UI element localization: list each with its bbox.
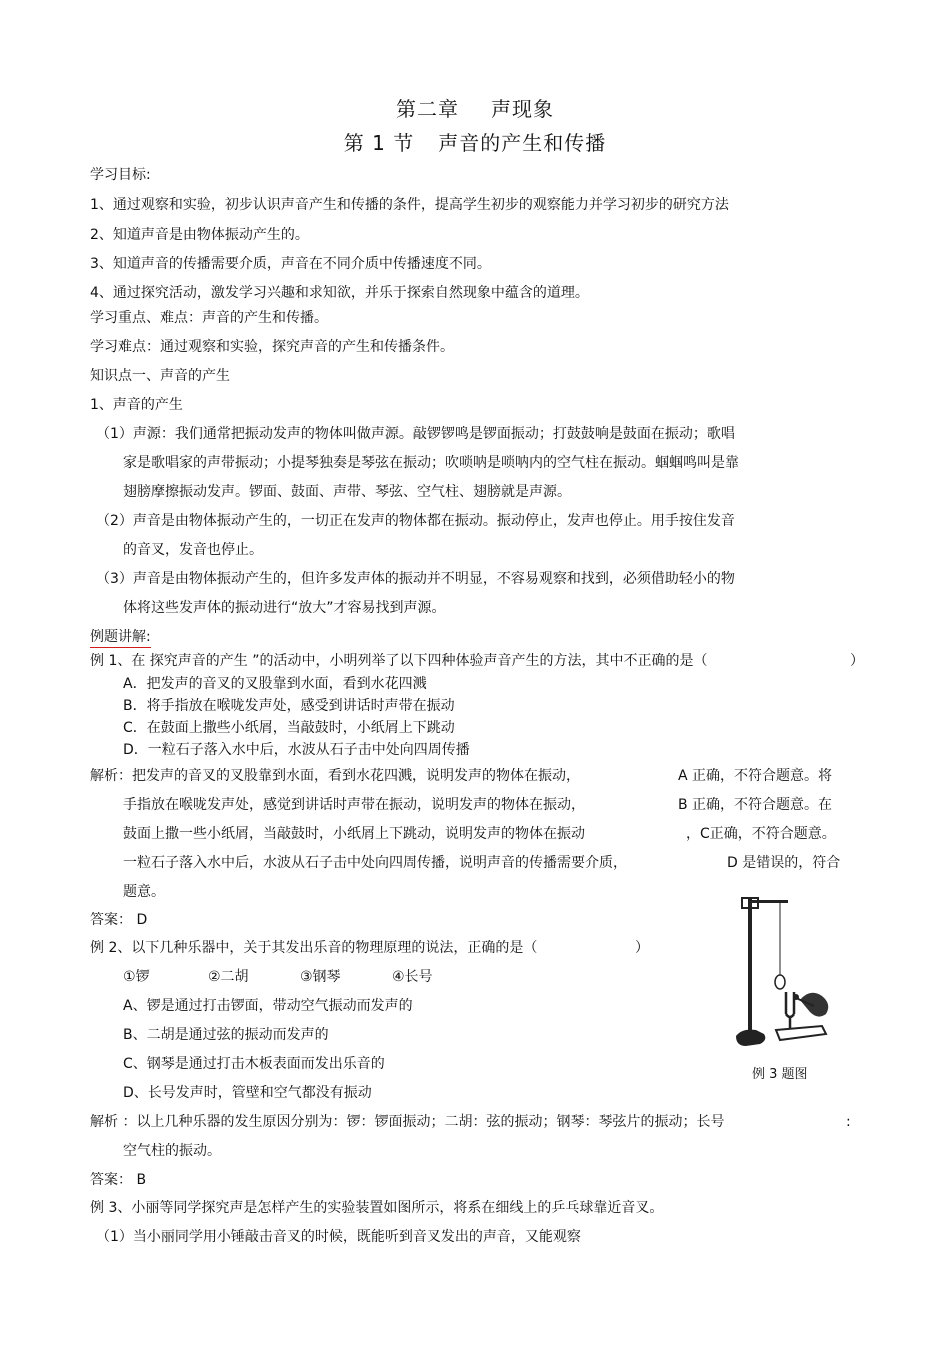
ex1-analysis-4b: D 是错误的，符合	[727, 855, 841, 871]
ex1-analysis-4a: 一粒石子落入水中后，水波从石子击中处向四周传播，说明声音的传播需要介质，	[123, 855, 627, 871]
ex2-stem: 例 2、以下几种乐器中，关于其发出乐音的物理原理的说法，正确的是（	[90, 940, 538, 956]
ex2-option-c: C、钢琴是通过打击木板表面而发出乐音的	[123, 1056, 385, 1072]
ex1-stem-close: ）	[850, 653, 864, 669]
chapter-number: 第二章	[396, 97, 459, 121]
ex1-analysis-3b: ，C正确，不符合题意。	[686, 826, 836, 842]
ex1-analysis-2a: 手指放在喉咙发声处，感觉到讲话时声带在振动，说明发声的物体在振动，	[123, 797, 585, 813]
para-1-line-1: （1）声源：我们通常把振动发声的物体叫做声源。敲锣锣鸣是锣面振动；打鼓鼓响是鼓面在振动；歌唱	[96, 426, 735, 442]
ex1-answer: 答案： D	[90, 912, 148, 928]
stand-rod	[748, 898, 752, 1034]
ex2-option-b: B、二胡是通过弦的振动而发声的	[123, 1027, 329, 1043]
knowledge-heading: 知识点一、声音的产生	[90, 368, 230, 384]
ex2-analysis-2: 空气柱的振动。	[123, 1143, 221, 1159]
section-title	[0, 130, 950, 156]
para-1-line-2: 家是歌唱家的声带振动；小提琴独奏是琴弦在振动；吹唢呐是唢呐内的空气柱在振动。蝈蝈鸣叫是靠	[123, 455, 739, 471]
ex1-analysis-3a: 鼓面上撒一些小纸屑，当敲鼓时，小纸屑上下跳动，说明发声的物体在振动	[123, 826, 585, 842]
ex1-option-a: A．把发声的音叉的叉股靠到水面，看到水花四溅	[123, 676, 427, 692]
ex1-stem: 例 1、在 探究声音的产生 ”的活动中，小明列举了以下四种体验声音产生的方法，其中不正确的是（	[90, 653, 708, 669]
difficulty: 学习难点：通过观察和实验，探究声音的产生和传播条件。	[90, 339, 454, 355]
ex2-stem-close: ）	[635, 940, 649, 956]
key-points: 学习重点、难点：声音的产生和传播。	[90, 310, 328, 326]
figure-caption: 例 3 题图	[752, 1067, 808, 1082]
ex2-option-d: D、长号发声时，管壁和空气都没有振动	[123, 1085, 372, 1101]
hammer-head	[793, 994, 799, 1000]
examples-heading	[90, 628, 151, 646]
ex2-instrument-3: ③钢琴	[300, 969, 341, 985]
ex1-analysis-1b: A 正确，不符合题意。将	[678, 768, 833, 784]
ex1-analysis-2b: B 正确，不符合题意。在	[678, 797, 833, 813]
ex2-instrument-1: ①锣	[123, 969, 150, 985]
goal-item-3: 3、知道声音的传播需要介质，声音在不同介质中传播速度不同。	[90, 256, 491, 272]
ex3-stem: 例 3、小丽等同学探究声是怎样产生的实验装置如图所示，将系在细线上的乒乓球靠近音叉。	[90, 1200, 664, 1216]
ex2-instrument-4: ④长号	[392, 969, 433, 985]
ex2-analysis-1: 解析 ：以上几种乐器的发生原因分别为：锣：锣面振动；二胡：弦的振动；钢琴：琴弦片的振动；长号	[90, 1114, 725, 1130]
goal-item-2: 2、知道声音是由物体振动产生的。	[90, 227, 309, 243]
tuning-fork-apparatus-figure	[730, 888, 840, 1058]
para-1-line-3: 翅膀摩擦振动发声。锣面、鼓面、声带、琴弦、空气柱、翅膀就是声源。	[123, 484, 571, 500]
ping-pong-ball	[775, 975, 785, 989]
para-3-line-2: 体将这些发声体的振动进行“放大”才容易找到声源。	[123, 600, 446, 616]
ex2-analysis-colon: :	[846, 1114, 851, 1130]
ex2-option-a: A、锣是通过打击锣面，带动空气振动而发声的	[123, 998, 413, 1014]
ex1-option-b: B．将手指放在喉咙发声处，感受到讲话时声带在振动	[123, 698, 455, 714]
ex1-analysis-5: 题意。	[123, 884, 165, 900]
chapter-title	[0, 96, 950, 122]
examples-heading-text: 例题讲解:	[90, 629, 151, 648]
para-3-line-1: （3）声音是由物体振动产生的，但许多发声体的振动并不明显，不容易观察和找到，必须借助轻小的物	[96, 571, 735, 587]
para-2-line-2: 的音叉，发音也停止。	[123, 542, 263, 558]
section-name: 声音的产生和传播	[438, 131, 607, 155]
goal-item-4: 4、通过探究活动，激发学习兴趣和求知欲，并乐于探索自然现象中蕴含的道理。	[90, 285, 589, 301]
ex2-answer: 答案： B	[90, 1172, 147, 1188]
hand	[800, 993, 828, 1017]
ex1-analysis-1a: 解析：把发声的音叉的叉股靠到水面，看到水花四溅，说明发声的物体在振动，	[90, 768, 580, 784]
section-number: 第 1 节	[343, 131, 415, 155]
ex1-option-d: D．一粒石子落入水中后，水波从石子击中处向四周传播	[123, 742, 470, 758]
goals-heading: 学习目标:	[90, 167, 151, 183]
resonance-box	[776, 1026, 826, 1040]
ex2-instrument-2: ②二胡	[208, 969, 249, 985]
stand-arm	[752, 900, 788, 903]
ex3-question-1: （1）当小丽同学用小锤敲击音叉的时候，既能听到音叉发出的声音，又能观察	[96, 1229, 581, 1245]
chapter-name: 声现象	[491, 97, 554, 121]
ex1-option-c: C．在鼓面上撒些小纸屑，当敲鼓时，小纸屑上下跳动	[123, 720, 455, 736]
tuning-fork	[786, 992, 794, 1030]
knowledge-sub: 1、声音的产生	[90, 397, 183, 413]
goal-item-1: 1、通过观察和实验，初步认识声音产生和传播的条件，提高学生初步的观察能力并学习初步的研究方法	[90, 197, 729, 213]
para-2-line-1: （2）声音是由物体振动产生的，一切正在发声的物体都在振动。振动停止，发声也停止。用手按住发音	[96, 513, 735, 529]
